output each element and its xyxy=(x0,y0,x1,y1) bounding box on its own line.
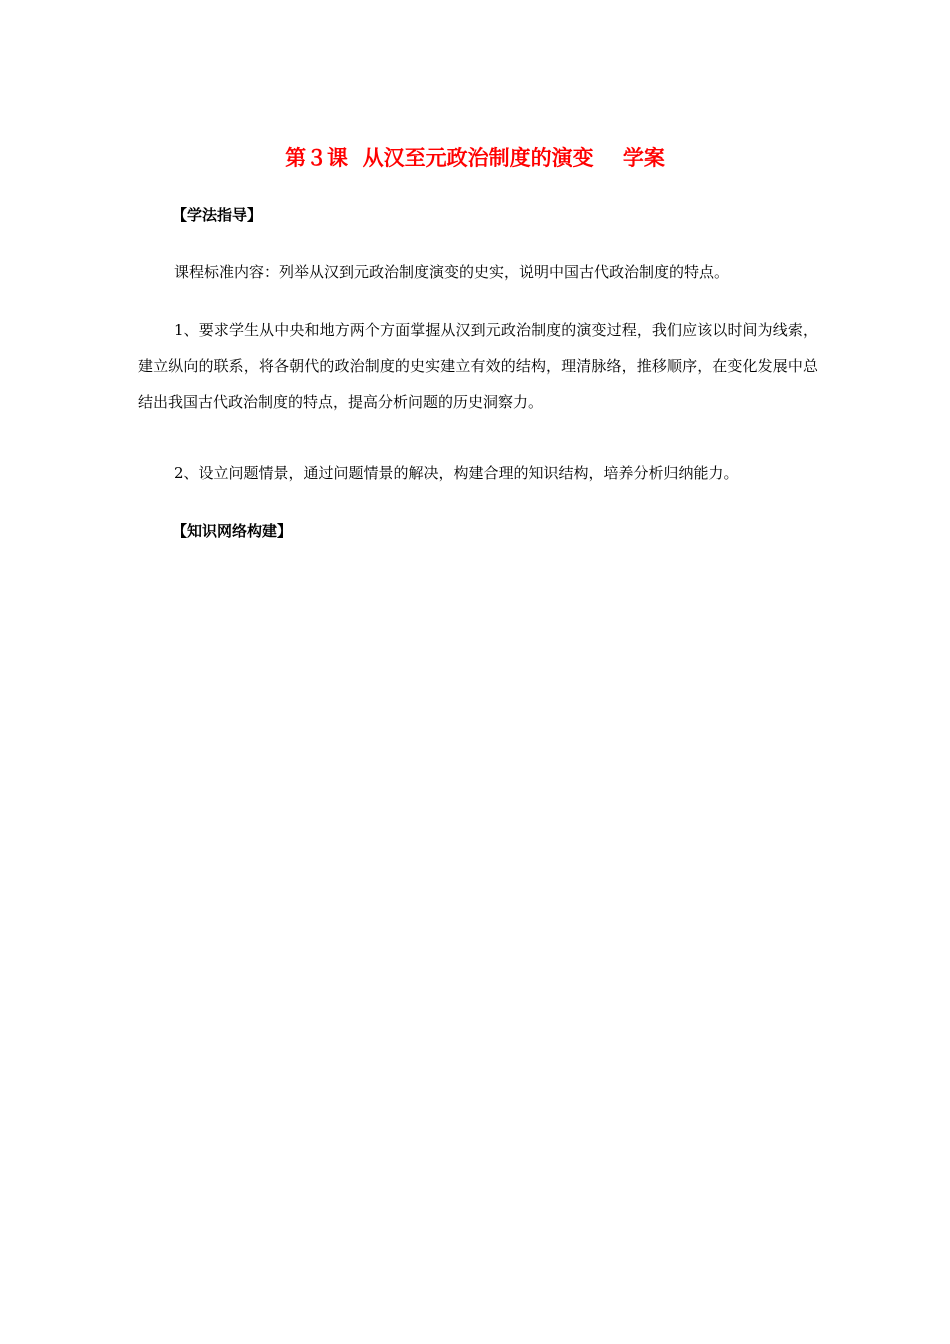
paragraph-requirement-2: 2、设立问题情景，通过问题情景的解决，构建合理的知识结构，培养分析归纳能力。 xyxy=(174,464,739,482)
section-heading-knowledge-network: 【知识网络构建】 xyxy=(172,522,293,540)
document-title: 第３课 从汉至元政治制度的演变 学案 xyxy=(285,145,665,170)
paragraph-requirement-1: 1、要求学生从中央和地方两个方面掌握从汉到元政治制度的演变过程，我们应该以时间为线索，建立纵向的联系，将各朝代的政治制度的史实建立有效的结构，理清脉络，推移顺序，在变化发展中总结出我国古代政治制度的特点，提高分析问题的历史洞察力。 xyxy=(138,321,818,411)
paragraph-curriculum-standard: 课程标准内容：列举从汉到元政治制度演变的史实，说明中国古代政治制度的特点。 xyxy=(174,263,730,281)
section-heading-study-method: 【学法指导】 xyxy=(172,206,263,224)
